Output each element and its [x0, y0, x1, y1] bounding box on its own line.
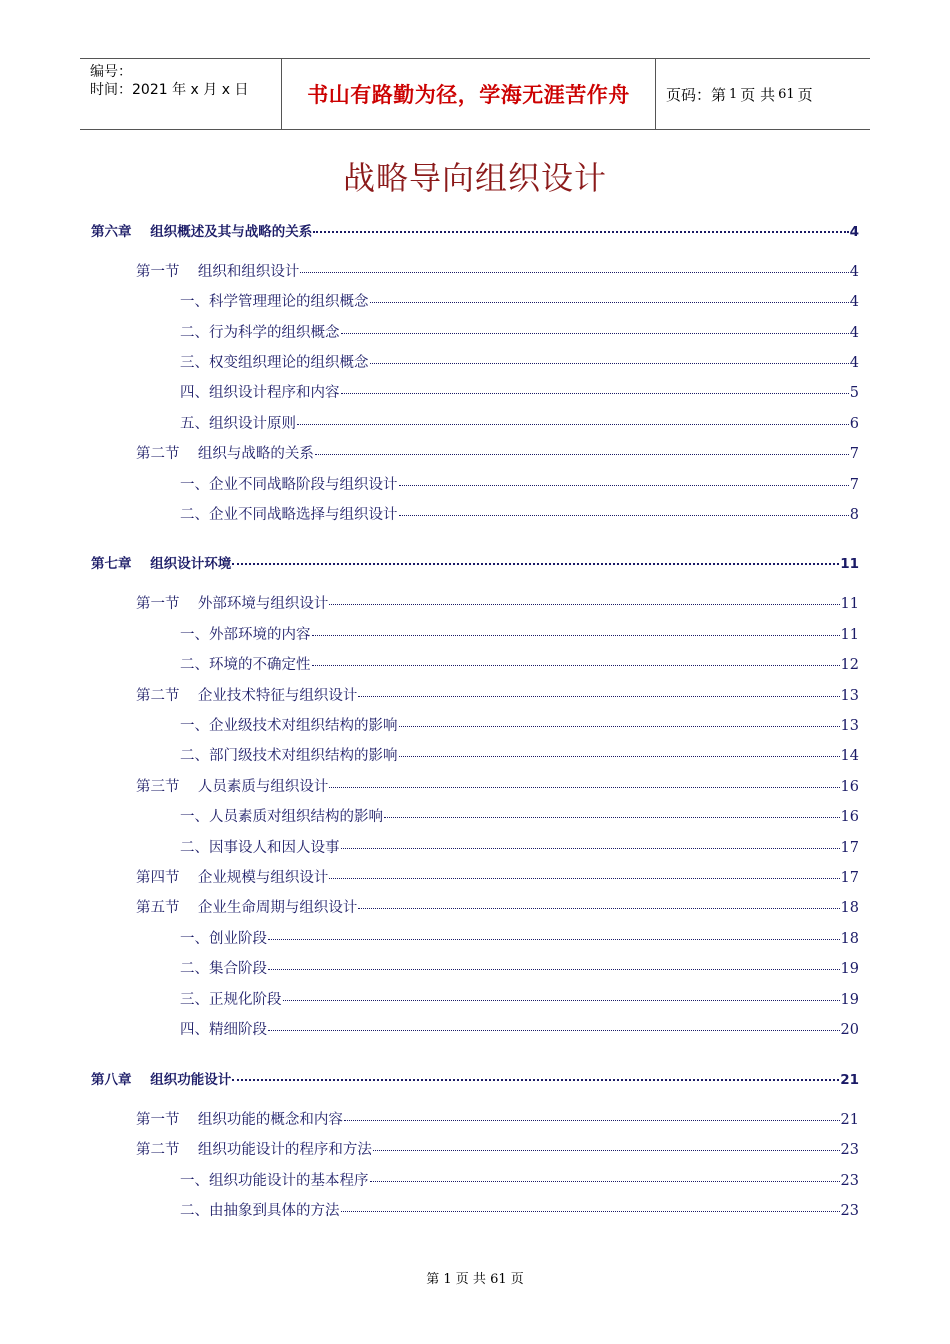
toc-section-entry[interactable]: [136, 442, 859, 464]
toc-item-entry[interactable]: [180, 503, 859, 525]
toc-entry-label: 一、企业级技术对组织结构的影响: [180, 718, 398, 734]
toc-entry-page: 4: [849, 294, 859, 310]
toc-entry-page: 4: [849, 264, 859, 280]
toc-entry-label: 四、精细阶段: [180, 1022, 267, 1038]
toc-section-entry[interactable]: [136, 1138, 859, 1160]
toc-item-entry[interactable]: [180, 381, 859, 403]
toc-dot-leader: [268, 969, 840, 970]
toc-entry-label: 第八章 组织功能设计: [91, 1072, 232, 1088]
toc-entry-label: 二、行为科学的组织概念: [180, 325, 340, 341]
toc-entry-label: 一、人员素质对组织结构的影响: [180, 809, 383, 825]
toc-dot-leader: [313, 231, 848, 233]
toc-entry-label: 三、权变组织理论的组织概念: [180, 355, 369, 371]
toc-entry-page: 17: [840, 870, 859, 886]
toc-entry-label: 第一节 组织功能的概念和内容: [136, 1112, 343, 1128]
toc-entry-page: 4: [849, 325, 859, 341]
toc-dot-leader: [329, 878, 839, 879]
toc-dot-leader: [399, 485, 849, 486]
document-title: 战略导向组织设计: [342, 159, 607, 197]
footer-middle: 页 共: [455, 1272, 486, 1287]
toc-section-entry[interactable]: [136, 684, 859, 706]
toc-entry-page: 11: [840, 596, 859, 612]
toc-dot-leader: [300, 272, 848, 273]
toc-entry-page: 18: [840, 900, 859, 916]
toc-entry-page: 21: [840, 1112, 859, 1128]
toc-entry-label: 第二节 组织与战略的关系: [136, 446, 314, 462]
toc-entry-label: 二、由抽象到具体的方法: [180, 1203, 340, 1219]
toc-entry-page: 18: [840, 931, 859, 947]
toc-entry-page: 4: [849, 355, 859, 371]
toc-entry-page: 11: [840, 556, 859, 572]
header-page-number: [656, 59, 870, 129]
toc-dot-leader: [370, 302, 849, 303]
toc-dot-leader: [232, 563, 839, 565]
toc-dot-leader: [358, 696, 839, 697]
toc-dot-leader: [358, 908, 839, 909]
toc-chapter-entry[interactable]: [91, 220, 859, 242]
page-header: [80, 58, 870, 130]
toc-entry-page: 13: [840, 688, 859, 704]
toc-entry-page: 20: [840, 1022, 859, 1038]
toc-entry-label: 二、环境的不确定性: [180, 657, 311, 673]
page-suffix: 页: [797, 85, 813, 104]
toc-entry-page: 5: [849, 385, 859, 401]
toc-entry-label: 三、正规化阶段: [180, 992, 282, 1008]
toc-item-entry[interactable]: [180, 957, 859, 979]
toc-item-entry[interactable]: [180, 1169, 859, 1191]
toc-dot-leader: [341, 848, 840, 849]
toc-dot-leader: [283, 1000, 840, 1001]
toc-section-entry[interactable]: [136, 260, 859, 282]
toc-dot-leader: [232, 1079, 839, 1081]
toc-dot-leader: [341, 1211, 840, 1212]
toc-section-entry[interactable]: [136, 1108, 859, 1130]
toc-entry-page: 11: [840, 627, 859, 643]
toc-entry-label: 第七章 组织设计环境: [91, 556, 232, 572]
toc-dot-leader: [399, 515, 849, 516]
toc-chapter-entry[interactable]: [91, 1068, 859, 1090]
toc-entry-page: 6: [849, 416, 859, 432]
toc-dot-leader: [312, 635, 840, 636]
toc-entry-page: 16: [840, 779, 859, 795]
toc-item-entry[interactable]: [180, 836, 859, 858]
toc-section-entry[interactable]: [136, 775, 859, 797]
toc-item-entry[interactable]: [180, 988, 859, 1010]
toc-entry-page: 4: [849, 224, 859, 240]
toc-entry-label: 第二节 企业技术特征与组织设计: [136, 688, 358, 704]
toc-item-entry[interactable]: [180, 744, 859, 766]
toc-dot-leader: [344, 1120, 840, 1121]
footer-total: 61: [490, 1272, 507, 1287]
toc-entry-label: 一、组织功能设计的基本程序: [180, 1173, 369, 1189]
header-meta: [80, 59, 282, 129]
toc-entry-label: 一、科学管理理论的组织概念: [180, 294, 369, 310]
page-prefix: 页码：第: [666, 85, 727, 104]
toc-entry-label: 第一节 组织和组织设计: [136, 264, 300, 280]
page-middle: 页 共: [740, 85, 776, 104]
toc-entry-label: 二、企业不同战略选择与组织设计: [180, 507, 398, 523]
toc-entry-page: 19: [840, 992, 859, 1008]
toc-entry-label: 第五节 企业生命周期与组织设计: [136, 900, 358, 916]
toc-item-entry[interactable]: [180, 1018, 859, 1040]
toc-entry-page: 7: [849, 446, 859, 462]
toc-entry-page: 16: [840, 809, 859, 825]
toc-entry-label: 一、外部环境的内容: [180, 627, 311, 643]
toc-entry-label: 二、部门级技术对组织结构的影响: [180, 748, 398, 764]
toc-dot-leader: [370, 1181, 840, 1182]
toc-dot-leader: [341, 393, 849, 394]
toc-entry-label: 四、组织设计程序和内容: [180, 385, 340, 401]
toc-dot-leader: [373, 1150, 840, 1151]
toc-item-entry[interactable]: [180, 805, 859, 827]
toc-item-entry[interactable]: [180, 1199, 859, 1221]
toc-dot-leader: [384, 817, 840, 818]
serial-number-label: 编号：: [90, 64, 132, 80]
toc-item-entry[interactable]: [180, 927, 859, 949]
toc-chapter-entry[interactable]: [91, 552, 859, 574]
toc-entry-page: 23: [840, 1142, 859, 1158]
toc-dot-leader: [268, 1030, 840, 1031]
toc-dot-leader: [297, 424, 849, 425]
toc-entry-label: 一、创业阶段: [180, 931, 267, 947]
page-total: 61: [778, 86, 795, 102]
toc-entry-page: 21: [840, 1072, 859, 1088]
footer-suffix: 页: [510, 1272, 524, 1287]
toc-entry-label: 五、组织设计原则: [180, 416, 296, 432]
toc-entry-page: 23: [840, 1203, 859, 1219]
toc-entry-label: 二、集合阶段: [180, 961, 267, 977]
toc-entry-page: 13: [840, 718, 859, 734]
toc-entry-label: 第三节 人员素质与组织设计: [136, 779, 329, 795]
toc-entry-page: 23: [840, 1173, 859, 1189]
footer-prefix: 第: [426, 1272, 440, 1287]
toc-dot-leader: [399, 756, 840, 757]
toc-entry-label: 二、因事设人和因人设事: [180, 840, 340, 856]
footer-current: 1: [443, 1272, 452, 1287]
toc-dot-leader: [315, 454, 849, 455]
toc-item-entry[interactable]: [180, 714, 859, 736]
toc-entry-label: 第二节 组织功能设计的程序和方法: [136, 1142, 372, 1158]
toc-item-entry[interactable]: [180, 351, 859, 373]
toc-entry-page: 8: [849, 507, 859, 523]
toc-dot-leader: [329, 787, 839, 788]
date-label: 时间：2021 年 x 月 x 日: [90, 82, 249, 98]
toc-dot-leader: [370, 363, 849, 364]
toc-dot-leader: [329, 604, 839, 605]
toc-entry-label: 一、企业不同战略阶段与组织设计: [180, 477, 398, 493]
toc-item-entry[interactable]: [180, 623, 859, 645]
toc-item-entry[interactable]: [180, 321, 859, 343]
toc-entry-label: 第一节 外部环境与组织设计: [136, 596, 329, 612]
toc-item-entry[interactable]: [180, 473, 859, 495]
toc-entry-label: 第六章 组织概述及其与战略的关系: [91, 224, 313, 240]
toc-section-entry[interactable]: [136, 866, 859, 888]
toc-dot-leader: [268, 939, 840, 940]
toc-dot-leader: [312, 665, 840, 666]
toc-item-entry[interactable]: [180, 653, 859, 675]
header-motto: 书山有路勤为径，学海无涯苦作舟: [282, 59, 656, 129]
toc-section-entry[interactable]: [136, 896, 859, 918]
toc-item-entry[interactable]: [180, 412, 859, 434]
toc-section-entry[interactable]: [136, 592, 859, 614]
page-current: 1: [729, 86, 738, 102]
toc-entry-label: 第四节 企业规模与组织设计: [136, 870, 329, 886]
toc-entry-page: 17: [840, 840, 859, 856]
toc-entry-page: 12: [840, 657, 859, 673]
toc-entry-page: 19: [840, 961, 859, 977]
toc-dot-leader: [341, 333, 849, 334]
toc-dot-leader: [399, 726, 840, 727]
page-footer: [0, 1268, 950, 1287]
toc-entry-page: 14: [840, 748, 859, 764]
toc-entry-page: 7: [849, 477, 859, 493]
toc-item-entry[interactable]: [180, 290, 859, 312]
